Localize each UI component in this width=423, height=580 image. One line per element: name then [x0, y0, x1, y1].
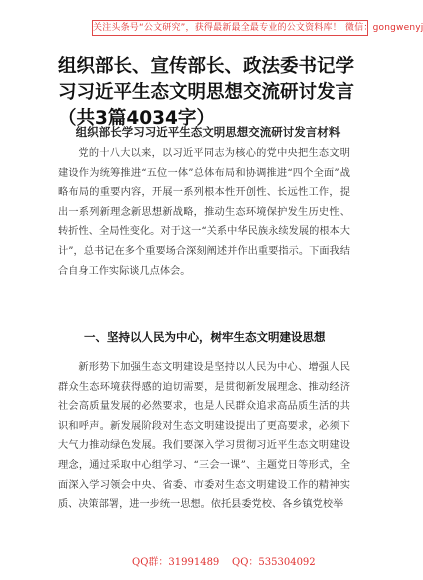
document-title: 组织部长、宣传部长、政法委书记学习习近平生态文明思想交流研讨发言（共3篇4034字）	[58, 56, 355, 129]
section-heading-1: 一、坚持以人民为中心，树牢生态文明建设思想	[84, 330, 326, 344]
paragraph-section-1: 新形势下加强生态文明建设是坚持以人民为中心、增强人民群众生态环境获得感的迫切需要，是贯彻新发展理念、推动经济社会高质量发展的必然要求，也是人民群众追求高品质生活的共识和呼声。新发展阶段对生态文明建设提出了更高要求，必须下大气力推动绿色发展。我们要深入学习贯彻习近平生态文明建设理念，通过采取中心组学习、“三会一课”、主题党日等形式，全面深入学习领会中央、省委、市委对生态文明建设工作的精神实质、决策部署，进一步统一思想。依托县委党校、各乡镇党校举	[58, 362, 350, 511]
promo-banner: 关注头条号“公文研究”，获得最新最全最专业的公文资料库！ 微信：gongwenyj	[92, 20, 368, 36]
paragraph-intro: 党的十八大以来，以习近平同志为核心的党中央把生态文明建设作为统筹推进“五位一体”总体布局和协调推进“四个全面”战略布局的重要内容，开展一系列根本性开创性、长远性工作，提出一系列新理念新思想新战略，推动生态环境保护发生历史性、转折性、全局性变化。对于这一“关系中华民族永续发展的根本大计”，总书记在多个重要场合深刻阐述并作出重要指示。下面我结合自身工作实际谈几点体会。	[58, 148, 350, 277]
document-subtitle: 组织部长学习习近平生态文明思想交流研讨发言材料	[75, 125, 341, 139]
footer-qq-number: QQ：535304092	[232, 557, 316, 568]
footer-qq-group: QQ群：31991489	[132, 557, 220, 568]
footer-contact	[0, 555, 408, 571]
